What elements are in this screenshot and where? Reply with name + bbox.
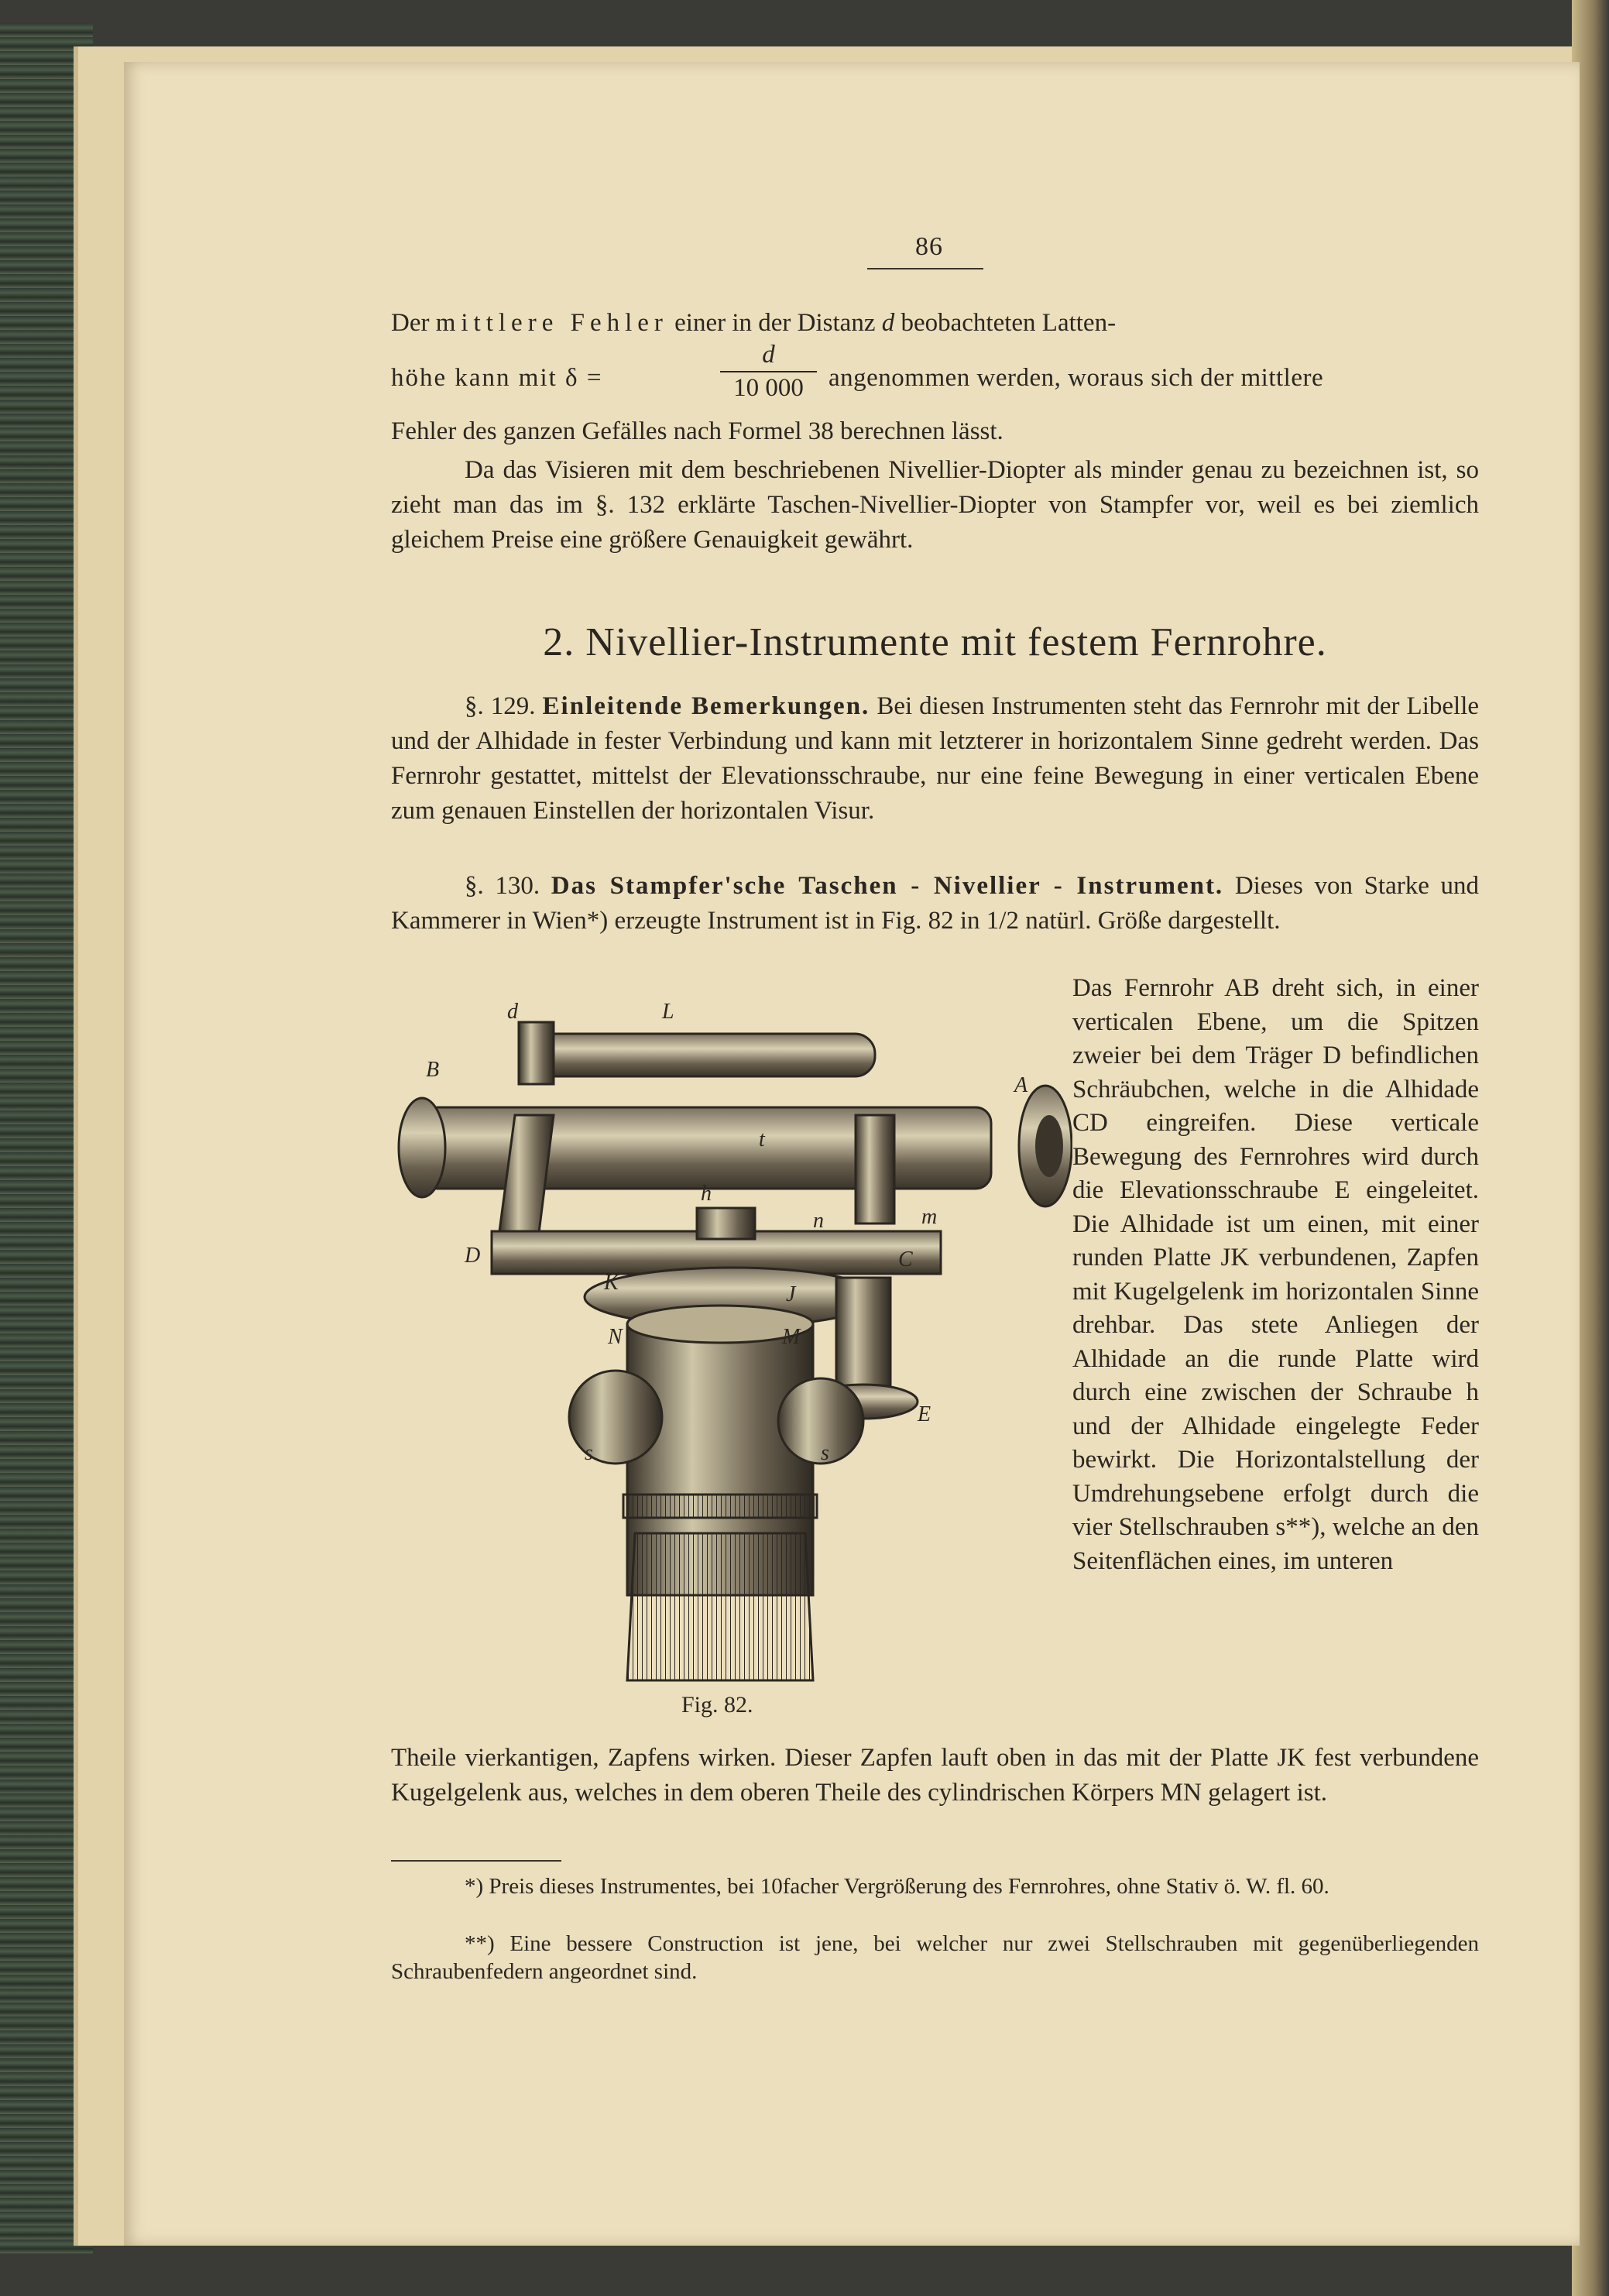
side-text: Das Fernrohr AB dreht sich, in einer verticalen Ebene, um die Spitzen zweier bei dem Träger D befindlichen Schräubchen, welche in die Alhidade CD eingreifen. Diese verticale Bewegung des Fernrohres wird durch die Elevationsschraube E eingeleitet. Die Alhidade ist um einen, mit einer runden Platte JK verbundenen, Zapfen mit Kugelgelenk im horizontalen Sinne drehbar. Das stete Anliegen der Alhidade an die runde Platte wird durch eine zwischen der Schraube h und der Alhidade eingelegte Feder bewirkt. Die Horizontalstellung der Umdrehungsebene erfolgt durch die vier Stellschrauben s**), welche an den Seitenflächen eines, im unteren bbox=[1072, 974, 1479, 1575]
label-B: B bbox=[426, 1058, 440, 1082]
knurled-ring bbox=[623, 1495, 817, 1518]
section-heading: 2. Nivellier-Instrumente mit festem Fernrohre. bbox=[543, 620, 1327, 664]
support-right bbox=[856, 1115, 894, 1224]
figure-82 bbox=[391, 999, 1072, 1711]
para2: Da das Visieren mit dem beschriebenen Nivellier-Diopter als minder genau zu bezeichnen ist, so zieht man das im §. 132 erklärte Taschen-Nivellier-Diopter von Stampfer vor, weil es bei ziemlich gleichem Preise eine größere Genauigkeit gewährt. bbox=[391, 456, 1479, 554]
footnote-rule bbox=[391, 1860, 561, 1862]
label-t: t bbox=[759, 1127, 765, 1151]
label-h: h bbox=[701, 1182, 712, 1206]
section-129-title: Einleitende Bemerkungen. bbox=[542, 692, 870, 720]
level-vial bbox=[534, 1034, 875, 1076]
para1-line3: Fehler des ganzen Gefälles nach Formel 38 berechnen lässt. bbox=[391, 417, 1003, 445]
footnote-1: *) Preis dieses Instrumentes, bei 10facher Vergrößerung des Fernrohres, ohne Stativ ö. W. fl. 60. bbox=[465, 1874, 1329, 1899]
tripod-base bbox=[627, 1533, 813, 1680]
levelling-screw-left bbox=[569, 1371, 662, 1464]
page-number: 86 bbox=[915, 232, 943, 261]
label-d: d bbox=[507, 1000, 518, 1024]
label-C: C bbox=[898, 1248, 913, 1272]
section-130-title: Das Stampfer'sche Taschen - Nivellier - Instrument. bbox=[551, 872, 1224, 900]
fraction-d-over-10000: d 10 000 bbox=[720, 341, 817, 403]
label-N: N bbox=[608, 1325, 623, 1349]
para1-line1: Der mittlere Fehler einer in der Distanz d beobachteten Latten- bbox=[391, 309, 1117, 337]
label-M: M bbox=[782, 1325, 801, 1349]
label-E: E bbox=[918, 1402, 931, 1426]
section-129: §. 129. Einleitende Bemerkungen. Bei diesen Instrumenten steht das Fernrohr mit der Libelle und der Alhidade in fester Verbindung und kann mit letzterer in horizontalem Sinne gedreht werden. Das Fernrohr gestattet, mittelst der Elevationsschraube, nur eine feine Bewegung in einer verticalen Ebene zum genauen Einstellen der horizontalen Visur. bbox=[391, 692, 1480, 825]
label-s-right: s bbox=[821, 1441, 829, 1465]
label-D: D bbox=[465, 1244, 481, 1268]
screw-h bbox=[697, 1208, 755, 1239]
label-A: A bbox=[1014, 1073, 1028, 1097]
footnote-2: **) Eine bessere Construction ist jene, bei welcher nur zwei Stellschrauben mit gegenüberliegenden Schraubenfedern angeordnet sind. bbox=[391, 1931, 1479, 1984]
label-L: L bbox=[662, 1000, 674, 1024]
label-s-left: s bbox=[585, 1441, 593, 1465]
elevation-screw-E bbox=[836, 1278, 890, 1386]
instrument-engraving bbox=[391, 999, 1072, 1696]
page-number-rule bbox=[867, 268, 983, 269]
section-130: §. 130. Das Stampfer'sche Taschen - Nivellier - Instrument. Dieses von Starke und Kammerer in Wien*) erzeugte Instrument ist in Fig. 82 in 1/2 natürl. Größe dargestellt. bbox=[391, 872, 1480, 935]
eyepiece-lens bbox=[1035, 1115, 1063, 1177]
screw-d bbox=[519, 1022, 554, 1084]
figure-caption: Fig. 82. bbox=[681, 1692, 753, 1718]
label-J: J bbox=[786, 1282, 796, 1306]
label-K: K bbox=[604, 1271, 619, 1295]
label-m: m bbox=[921, 1205, 938, 1229]
continuation-paragraph: Theile vierkantigen, Zapfens wirken. Dieser Zapfen lauft oben in das mit der Platte JK fest verbundene Kugelgelenk aus, welches in dem oberen Theile des cylindrischen Körpers MN gelagert ist. bbox=[391, 1744, 1479, 1807]
label-n: n bbox=[813, 1209, 824, 1233]
objective-end-B bbox=[399, 1098, 445, 1197]
